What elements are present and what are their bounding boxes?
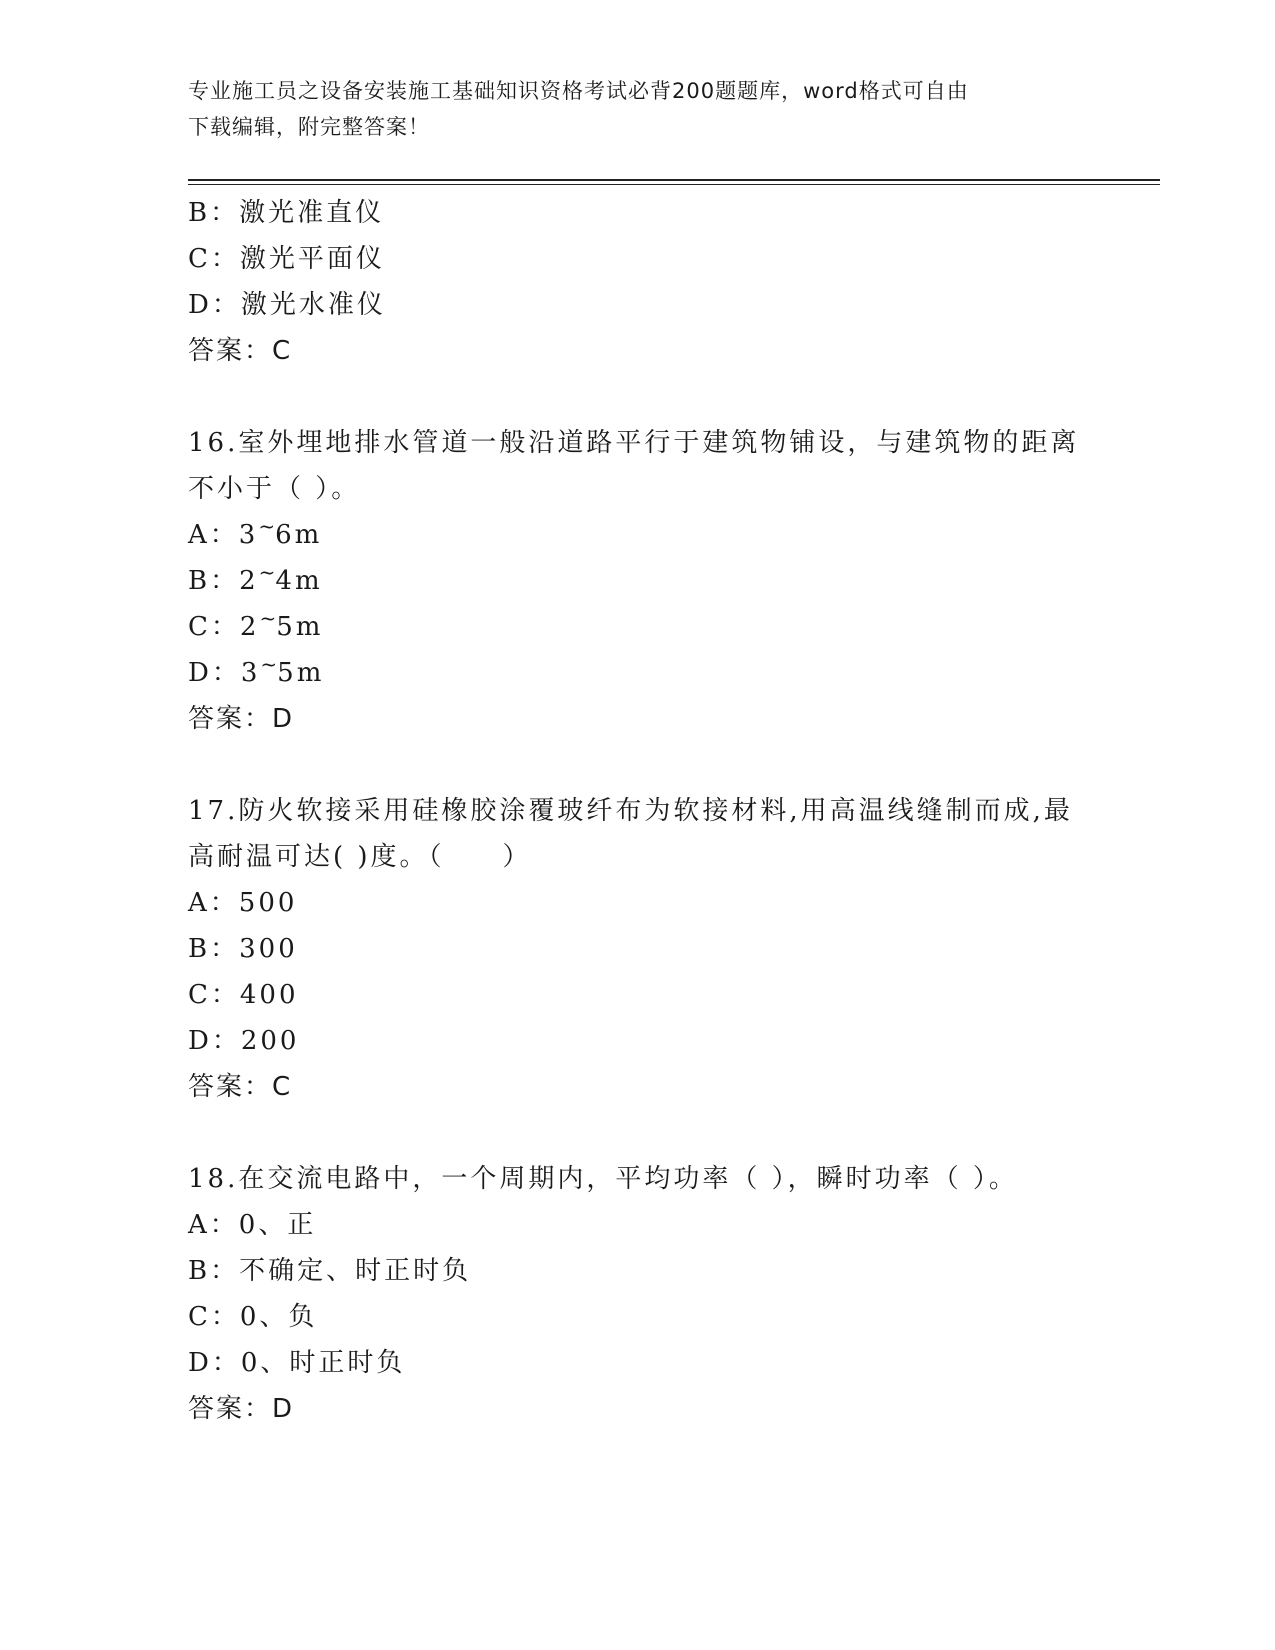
tilde-mark: ~: [258, 560, 276, 584]
option-b: B：不确定、时正时负: [188, 1256, 472, 1286]
option-text: A：3: [188, 520, 259, 550]
answer: 答案：D: [188, 704, 295, 734]
option-d: D：激光水准仪: [188, 290, 386, 320]
option-a: [188, 512, 1088, 558]
spacer: [188, 742, 1088, 788]
option-b: [188, 558, 1088, 604]
question-stem-continued: 高耐温可达( )度。（ ）: [188, 842, 532, 872]
question-list: [188, 190, 1088, 1432]
tilde-mark: ~: [260, 652, 278, 676]
option-d: D：0、时正时负: [188, 1348, 406, 1378]
question-16: [188, 420, 1088, 742]
option-a: A：0、正: [188, 1210, 317, 1240]
question-stem-continued: 不小于（ ）。: [188, 474, 361, 504]
spacer: [188, 1110, 1088, 1156]
question-stem: 17.防火软接采用硅橡胶涂覆玻纤布为软接材料,用高温线缝制而成,最: [188, 796, 1073, 826]
tilde-mark: ~: [259, 606, 277, 630]
answer: 答案：C: [188, 336, 293, 366]
option-c: [188, 604, 1088, 650]
question-15: [188, 190, 1088, 374]
answer: 答案：D: [188, 1394, 295, 1424]
option-text: C：2: [188, 612, 260, 642]
option-b: B：300: [188, 934, 298, 964]
header-divider: [188, 179, 1160, 181]
option-text: D：3: [188, 658, 261, 688]
option-d: D：200: [188, 1026, 300, 1056]
option-text: 6m: [275, 520, 323, 550]
tilde-mark: ~: [258, 514, 276, 538]
option-c: C：400: [188, 980, 299, 1010]
question-stem: 18.在交流电路中，一个周期内，平均功率（ ），瞬时功率（ ）。: [188, 1164, 1018, 1194]
question-17: [188, 788, 1088, 1110]
option-text: B：2: [188, 566, 259, 596]
header-divider-thin: [188, 184, 1160, 185]
page-header: [188, 73, 1088, 145]
question-stem: 16.室外埋地排水管道一般沿道路平行于建筑物铺设，与建筑物的距离: [188, 428, 1080, 458]
option-d: [188, 650, 1088, 696]
header-title-line-2: 下载编辑，附完整答案！: [188, 115, 430, 139]
question-18: [188, 1156, 1088, 1432]
option-c: C：激光平面仪: [188, 244, 385, 274]
answer: 答案：C: [188, 1072, 293, 1102]
option-a: A：500: [188, 888, 298, 918]
option-text: 5m: [276, 612, 324, 642]
option-b: B：激光准直仪: [188, 198, 385, 228]
option-c: C：0、负: [188, 1302, 318, 1332]
header-title-line-1: 专业施工员之设备安装施工基础知识资格考试必背200题题库，word格式可自由: [188, 79, 969, 103]
option-text: 5m: [277, 658, 325, 688]
spacer: [188, 374, 1088, 420]
option-text: 4m: [275, 566, 323, 596]
